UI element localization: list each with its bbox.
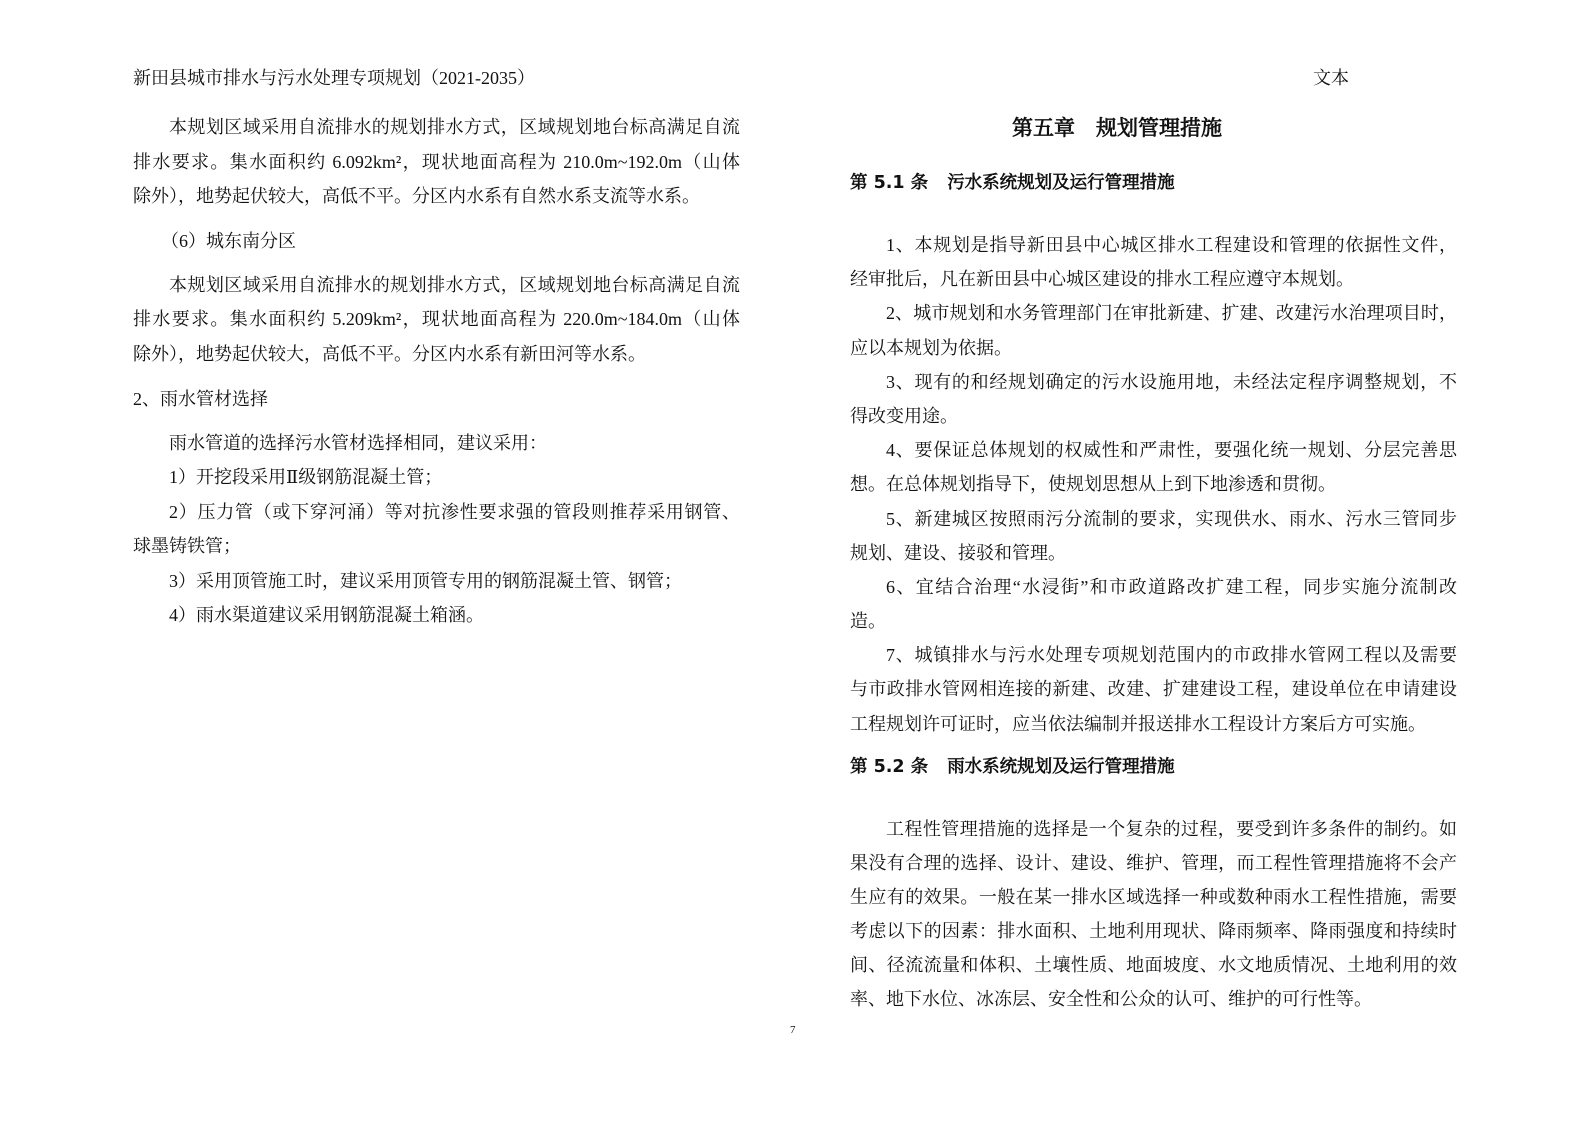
text-line: 3、现有的和经规划确定的污水设施用地，未经法定程序调整规划，不 [886, 371, 1457, 392]
zone-6-heading: （6）城东南分区 [161, 231, 296, 251]
list-item-continuation: 球墨铸铁管； [133, 536, 241, 556]
rain-pipe-intro: 雨水管道的选择污水管材选择相同，建议采用： [169, 432, 547, 453]
text-line: 7、城镇排水与污水处理专项规划范围内的市政排水管网工程以及需要 [886, 645, 1457, 666]
text-line: 与市政排水管网相连接的新建、改建、扩建建设工程，建设单位在申请建设 [850, 679, 1457, 700]
left-page-body [133, 110, 740, 633]
prev-zone-paragraph [133, 110, 740, 214]
list-item: 4）雨水渠道建议采用钢筋混凝土箱涵。 [169, 605, 484, 625]
text-line: 规划、建设、接驳和管理。 [850, 542, 1066, 563]
text-line: 本规划区域采用自流排水的规划排水方式，区域规划地台标高满足自流 [169, 274, 740, 295]
list-item: 2）压力管（或下穿河涌）等对抗渗性要求强的管段则推荐采用钢管、 [169, 501, 740, 522]
zone-6-paragraph [133, 268, 740, 372]
text-line: 5、新建城区按照雨污分流制的要求，实现供水、雨水、污水三管同步 [886, 508, 1457, 529]
section-heading-5-2 [850, 755, 1175, 779]
text-line: 除外），地势起伏较大，高低不平。分区内水系有新田河等水系。 [133, 343, 646, 364]
text-line: 造。 [850, 611, 886, 632]
rain-pipe-heading: 2、雨水管材选择 [133, 388, 268, 409]
text-line: 本规划区域采用自流排水的规划排水方式，区域规划地台标高满足自流 [169, 117, 740, 137]
list-item: 3）采用顶管施工时，建议采用顶管专用的钢筋混凝土管、钢管； [169, 570, 682, 591]
text-line: 率、地下水位、冰冻层、安全性和公众的认可、维护的可行性等。 [850, 989, 1372, 1009]
section-number: 第 5.1 条 [850, 173, 929, 193]
list-item [850, 638, 1457, 741]
text-line: 间、径流流量和体积、土壤性质、地面坡度、水文地质情况、土地利用的效 [850, 955, 1457, 975]
section-number: 第 5.2 条 [850, 757, 929, 777]
section-title: 雨水系统规划及运行管理措施 [947, 757, 1175, 777]
text-line: 应以本规划为依据。 [850, 337, 1012, 358]
text-line: 6、宜结合治理“水浸街”和市政道路改扩建工程，同步实施分流制改 [886, 576, 1457, 597]
list-item [850, 433, 1457, 501]
text-line: 工程性管理措施的选择是一个复杂的过程，要受到许多条件的制约。如 [886, 819, 1457, 839]
list-item [850, 228, 1457, 296]
list-item: 1）开挖段采用Ⅱ级钢筋混凝土管； [169, 467, 443, 487]
text-line: 果没有合理的选择、设计、建设、维护、管理，而工程性管理措施将不会产 [850, 853, 1457, 873]
text-line: 排水要求。集水面积约 6.092km²，现状地面高程为 210.0m~192.0m（山体 [133, 151, 740, 172]
section-5-1-body [850, 228, 1457, 741]
section-heading-5-1 [850, 171, 1175, 195]
document-title-header: 新田县城市排水与污水处理专项规划（2021-2035） [133, 68, 535, 88]
text-line: 4、要保证总体规划的权威性和严肃性，要强化统一规划、分层完善思 [886, 440, 1457, 461]
list-item [850, 296, 1457, 364]
list-item [850, 365, 1457, 433]
page-number: 7 [790, 1024, 796, 1036]
text-line: 经审批后，凡在新田县中心城区建设的排水工程应遵守本规划。 [850, 269, 1354, 290]
text-line: 考虑以下的因素：排水面积、土地利用现状、降雨频率、降雨强度和持续时 [850, 921, 1457, 941]
text-line: 2、城市规划和水务管理部门在审批新建、扩建、改建污水治理项目时， [886, 303, 1457, 324]
document-type-label: 文本 [1313, 68, 1349, 88]
list-item [850, 502, 1457, 570]
text-line: 生应有的效果。一般在某一排水区域选择一种或数种雨水工程性措施，需要 [850, 887, 1457, 907]
section-title: 污水系统规划及运行管理措施 [947, 173, 1175, 193]
text-line: 除外），地势起伏较大，高低不平。分区内水系有自然水系支流等水系。 [133, 186, 700, 206]
text-line: 排水要求。集水面积约 5.209km²，现状地面高程为 220.0m~184.0m（山体 [133, 309, 740, 329]
text-line: 1、本规划是指导新田县中心城区排水工程建设和管理的依据性文件， [886, 235, 1457, 255]
rain-pipe-list [133, 426, 740, 633]
chapter-number: 第五章 [1012, 116, 1075, 140]
text-line: 得改变用途。 [850, 405, 958, 426]
list-item [850, 570, 1457, 638]
text-line: 想。在总体规划指导下，使规划思想从上到下地渗透和贯彻。 [850, 474, 1336, 495]
text-line: 工程规划许可证时，应当依法编制并报送排水工程设计方案后方可实施。 [850, 713, 1426, 734]
chapter-title [1012, 114, 1222, 142]
section-5-2-body [850, 812, 1457, 1016]
chapter-name: 规划管理措施 [1096, 116, 1222, 140]
